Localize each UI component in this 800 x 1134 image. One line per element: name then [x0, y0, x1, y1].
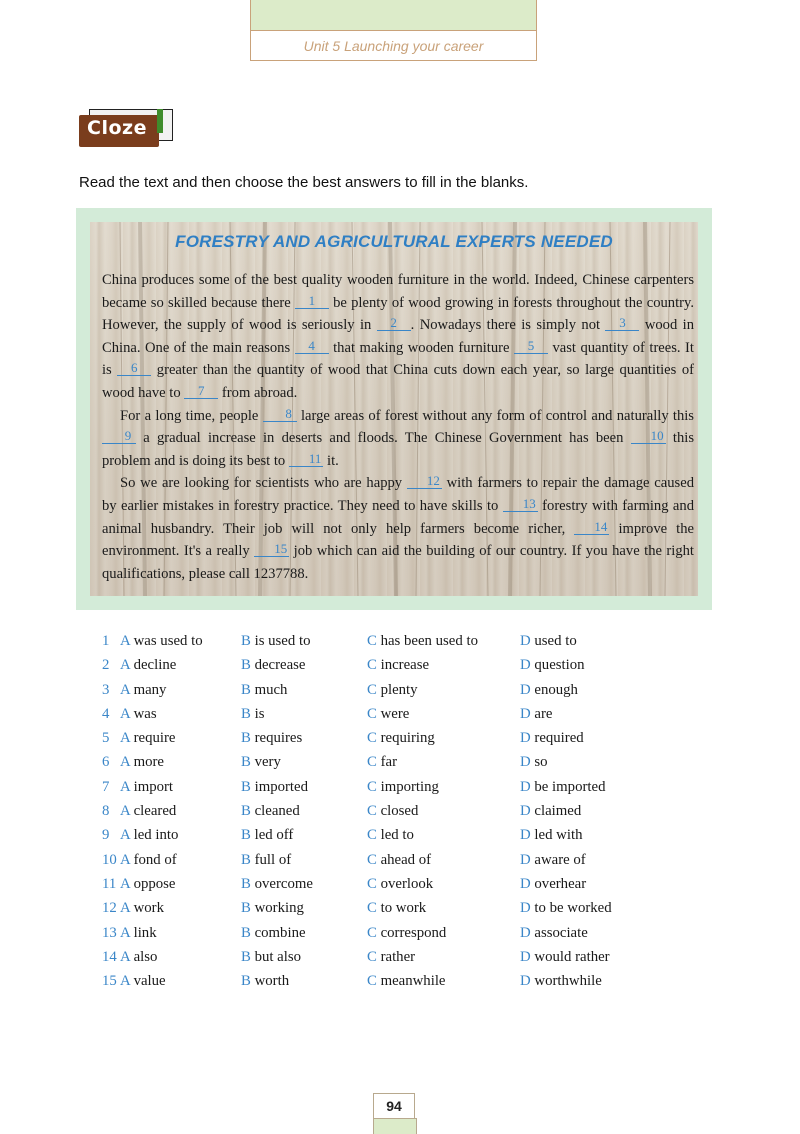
option-letter: B [241, 633, 251, 649]
option-letter: A [120, 705, 130, 722]
option-b[interactable] [241, 876, 313, 893]
option-row [102, 730, 662, 754]
option-text: question [534, 657, 585, 674]
option-text: was used to [133, 633, 203, 649]
option-text: combine [254, 924, 306, 941]
option-a[interactable] [120, 633, 203, 650]
option-row [102, 779, 662, 803]
option-text: used to [534, 633, 577, 649]
option-row [102, 900, 662, 924]
question-number: 8 [102, 803, 110, 820]
option-d[interactable] [520, 925, 588, 942]
option-letter: B [241, 827, 251, 844]
blank: 13 [503, 497, 538, 512]
option-text: require [133, 730, 176, 747]
option-a[interactable] [120, 949, 157, 966]
question-number: 1 [102, 633, 110, 649]
option-b[interactable] [241, 827, 293, 844]
option-text: much [254, 681, 288, 698]
blank: 7 [184, 384, 218, 399]
option-letter: C [367, 900, 377, 917]
option-letter: A [120, 778, 130, 795]
option-a[interactable] [120, 876, 176, 893]
option-text: were [380, 705, 410, 722]
option-row [102, 925, 662, 949]
option-row [102, 852, 662, 876]
option-c[interactable] [367, 706, 409, 723]
option-letter: A [120, 754, 130, 771]
option-text: requires [254, 730, 303, 747]
unit-title: Unit 5 Launching your career [303, 38, 484, 54]
option-c[interactable] [367, 876, 433, 893]
option-text: many [133, 681, 167, 698]
option-letter: C [367, 730, 377, 747]
passage-title: FORESTRY AND AGRICULTURAL EXPERTS NEEDED [175, 232, 613, 251]
question-number: 2 [102, 657, 110, 674]
option-c[interactable] [367, 827, 414, 844]
option-a[interactable] [120, 706, 157, 723]
option-text: enough [534, 681, 578, 698]
option-row [102, 949, 662, 973]
answer-options-list [102, 633, 662, 997]
blank: 3 [605, 316, 639, 331]
option-text: closed [380, 803, 419, 820]
option-c[interactable] [367, 973, 446, 990]
option-text: cleared [133, 803, 177, 820]
option-c[interactable] [367, 925, 446, 942]
option-text: be imported [534, 778, 606, 795]
blank: 1 [295, 294, 329, 309]
option-text: overlook [380, 875, 434, 892]
option-row [102, 876, 662, 900]
option-text: rather [380, 948, 416, 965]
option-letter: B [241, 681, 251, 698]
option-letter: A [120, 657, 130, 674]
option-c[interactable] [367, 949, 415, 966]
option-text: is used to [254, 633, 311, 649]
option-text: worthwhile [534, 973, 602, 990]
option-letter: B [241, 875, 251, 892]
option-c[interactable] [367, 900, 426, 917]
option-letter: A [120, 730, 130, 747]
option-b[interactable] [241, 973, 289, 990]
paragraph-2: For a long time, people 8 large areas of forest without any form of control and naturally this 9 a gradual increase in deserts and floods. The Chinese Government has been 10 this problem and is doing its best to 11 it. [102, 405, 694, 469]
option-b[interactable] [241, 706, 264, 723]
option-letter: A [120, 900, 130, 917]
option-b[interactable] [241, 852, 291, 869]
badge-accent-bar [157, 109, 163, 133]
option-letter: C [367, 948, 377, 965]
question-number: 3 [102, 681, 110, 698]
option-c[interactable] [367, 633, 478, 650]
option-text: correspond [380, 924, 447, 941]
option-letter: B [241, 948, 251, 965]
option-text: oppose [133, 875, 176, 892]
question-number: 7 [102, 778, 110, 795]
option-b[interactable] [241, 657, 306, 674]
option-letter: B [241, 851, 251, 868]
option-letter: D [520, 900, 531, 917]
question-number: 12 [102, 900, 117, 917]
option-b[interactable] [241, 803, 300, 820]
option-row [102, 754, 662, 778]
option-text: aware of [534, 851, 586, 868]
option-letter: C [367, 803, 377, 820]
option-letter: D [520, 705, 531, 722]
passage-text [102, 269, 694, 585]
option-b[interactable] [241, 949, 301, 966]
unit-header-banner [251, 0, 536, 31]
option-b[interactable] [241, 754, 281, 771]
option-b[interactable] [241, 779, 308, 796]
blank: 14 [574, 520, 609, 535]
option-d[interactable] [520, 730, 584, 747]
option-text: so [534, 754, 548, 771]
question-number: 6 [102, 754, 110, 771]
option-text: work [133, 900, 164, 917]
option-a[interactable] [120, 925, 157, 942]
option-letter: D [520, 657, 531, 674]
option-letter: A [120, 803, 130, 820]
option-d[interactable] [520, 949, 610, 966]
question-number: 10 [102, 851, 117, 868]
option-a[interactable] [120, 682, 166, 699]
option-letter: C [367, 851, 377, 868]
question-number: 9 [102, 827, 110, 844]
option-d[interactable] [520, 876, 586, 893]
blank: 11 [289, 452, 324, 467]
option-letter: B [241, 900, 251, 917]
option-text: are [534, 705, 553, 722]
option-d[interactable] [520, 803, 581, 820]
option-text: worth [254, 973, 290, 990]
reading-panel [76, 208, 712, 610]
option-letter: D [520, 948, 531, 965]
option-c[interactable] [367, 779, 439, 796]
option-c[interactable] [367, 657, 429, 674]
option-d[interactable] [520, 754, 548, 771]
option-text: required [534, 730, 584, 747]
option-letter: C [367, 633, 377, 649]
option-letter: A [120, 948, 130, 965]
blank: 5 [514, 339, 548, 354]
option-letter: A [120, 851, 130, 868]
option-text: was [133, 705, 157, 722]
option-row [102, 803, 662, 827]
option-a[interactable] [120, 852, 177, 869]
option-row [102, 633, 662, 657]
question-number: 4 [102, 705, 110, 722]
option-b[interactable] [241, 925, 306, 942]
option-c[interactable] [367, 852, 431, 869]
option-text: value [133, 973, 166, 990]
option-letter: D [520, 803, 531, 820]
option-letter: C [367, 827, 377, 844]
option-letter: B [241, 778, 251, 795]
option-b[interactable] [241, 900, 304, 917]
option-letter: D [520, 973, 531, 990]
option-text: full of [254, 851, 292, 868]
question-number: 15 [102, 973, 117, 990]
blank: 6 [117, 361, 151, 376]
blank: 15 [254, 542, 289, 557]
option-text: led to [380, 827, 414, 844]
option-text: associate [534, 924, 588, 941]
option-letter: D [520, 827, 531, 844]
option-letter: B [241, 754, 251, 771]
option-letter: A [120, 633, 130, 649]
option-letter: A [120, 973, 130, 990]
option-letter: C [367, 875, 377, 892]
blank: 9 [102, 429, 136, 444]
option-letter: A [120, 681, 130, 698]
option-a[interactable] [120, 827, 178, 844]
option-d[interactable] [520, 706, 552, 723]
blank: 10 [631, 429, 666, 444]
option-text: far [380, 754, 398, 771]
option-row [102, 682, 662, 706]
option-letter: D [520, 778, 531, 795]
section-badge-label: Cloze [87, 117, 147, 139]
option-letter: C [367, 681, 377, 698]
option-d[interactable] [520, 779, 605, 796]
option-text: claimed [534, 803, 582, 820]
option-text: to be worked [534, 900, 612, 917]
option-d[interactable] [520, 827, 582, 844]
option-text: to work [380, 900, 427, 917]
option-text: also [133, 948, 158, 965]
option-c[interactable] [367, 754, 397, 771]
option-text: is [254, 705, 265, 722]
option-c[interactable] [367, 803, 418, 820]
option-a[interactable] [120, 657, 176, 674]
option-text: would rather [534, 948, 610, 965]
unit-header-tab [250, 0, 537, 61]
option-letter: D [520, 875, 531, 892]
option-b[interactable] [241, 730, 302, 747]
option-letter: D [520, 681, 531, 698]
option-d[interactable] [520, 682, 578, 699]
blank: 4 [295, 339, 329, 354]
option-text: fond of [133, 851, 177, 868]
option-text: led with [534, 827, 583, 844]
option-letter: D [520, 851, 531, 868]
option-text: link [133, 924, 157, 941]
option-d[interactable] [520, 633, 577, 650]
option-text: overhear [534, 875, 587, 892]
option-text: import [133, 778, 174, 795]
option-letter: B [241, 705, 251, 722]
option-letter: D [520, 633, 531, 649]
option-letter: C [367, 973, 377, 990]
option-letter: D [520, 924, 531, 941]
option-letter: B [241, 730, 251, 747]
option-letter: D [520, 730, 531, 747]
option-b[interactable] [241, 682, 287, 699]
option-text: imported [254, 778, 309, 795]
option-a[interactable] [120, 754, 164, 771]
option-text: overcome [254, 875, 313, 892]
option-letter: A [120, 827, 130, 844]
option-letter: B [241, 803, 251, 820]
option-letter: B [241, 973, 251, 990]
paragraph-3: So we are looking for scientists who are happy 12 with farmers to repair the damage caused by earlier mistakes in forestry practice. They need to have skills to 13 forestry with farming and animal husbandry. Their job will not only help farmers become richer, 14 improve the environment. It's a really 15 job which can aid the building of our country. If you have the right qualifications, please call 1237788. [102, 473, 695, 582]
paragraph-1: China produces some of the best quality wooden furniture in the world. Indeed, Chinese carpenters became so skilled because there 1 be plenty of wood growing in forests throughout the country. However, the supply of wood is seriously in 2 . Nowadays there is simply not 3 wood in China. One of the main reasons 4 that making wooden furniture 5 vast quantity of trees. It is 6 greater than the quantity of wood that China cuts down each year, so large quantities of wood have to 7 from abroad. [102, 272, 694, 401]
option-a[interactable] [120, 803, 176, 820]
option-text: led into [133, 827, 179, 844]
option-text: meanwhile [380, 973, 446, 990]
option-text: working [254, 900, 304, 917]
option-text: cleaned [254, 803, 300, 820]
option-text: plenty [380, 681, 418, 698]
option-a[interactable] [120, 973, 166, 990]
option-text: requiring [380, 730, 435, 747]
option-text: has been used to [380, 633, 478, 649]
option-letter: D [520, 754, 531, 771]
option-c[interactable] [367, 730, 435, 747]
option-row [102, 657, 662, 681]
option-d[interactable] [520, 852, 586, 869]
option-a[interactable] [120, 779, 173, 796]
option-text: importing [380, 778, 439, 795]
option-a[interactable] [120, 900, 164, 917]
option-letter: A [120, 875, 130, 892]
option-row [102, 706, 662, 730]
option-letter: C [367, 754, 377, 771]
question-number: 5 [102, 730, 110, 747]
blank: 2 [377, 316, 411, 331]
option-letter: B [241, 924, 251, 941]
option-text: decrease [254, 657, 306, 674]
passage-background [90, 222, 698, 596]
question-number: 14 [102, 948, 117, 965]
instruction-text: Read the text and then choose the best answers to fill in the blanks. [79, 174, 529, 191]
option-text: very [254, 754, 281, 771]
footer-strip [373, 1118, 417, 1134]
option-d[interactable] [520, 973, 602, 990]
option-letter: C [367, 705, 377, 722]
option-letter: C [367, 778, 377, 795]
option-b[interactable] [241, 633, 310, 650]
option-a[interactable] [120, 730, 175, 747]
option-text: led off [254, 827, 294, 844]
blank: 8 [263, 407, 297, 422]
question-number: 13 [102, 924, 117, 941]
option-text: more [133, 754, 164, 771]
option-d[interactable] [520, 900, 612, 917]
option-row [102, 827, 662, 851]
page-number: 94 [373, 1093, 415, 1119]
option-text: increase [380, 657, 430, 674]
option-letter: A [120, 924, 130, 941]
option-text: decline [133, 657, 177, 674]
option-letter: C [367, 924, 377, 941]
blank: 12 [407, 474, 442, 489]
question-number: 11 [102, 875, 117, 892]
option-text: but also [254, 948, 302, 965]
option-row [102, 973, 662, 997]
option-letter: C [367, 657, 377, 674]
option-c[interactable] [367, 682, 418, 699]
option-text: ahead of [380, 851, 432, 868]
option-letter: B [241, 657, 251, 674]
option-d[interactable] [520, 657, 585, 674]
